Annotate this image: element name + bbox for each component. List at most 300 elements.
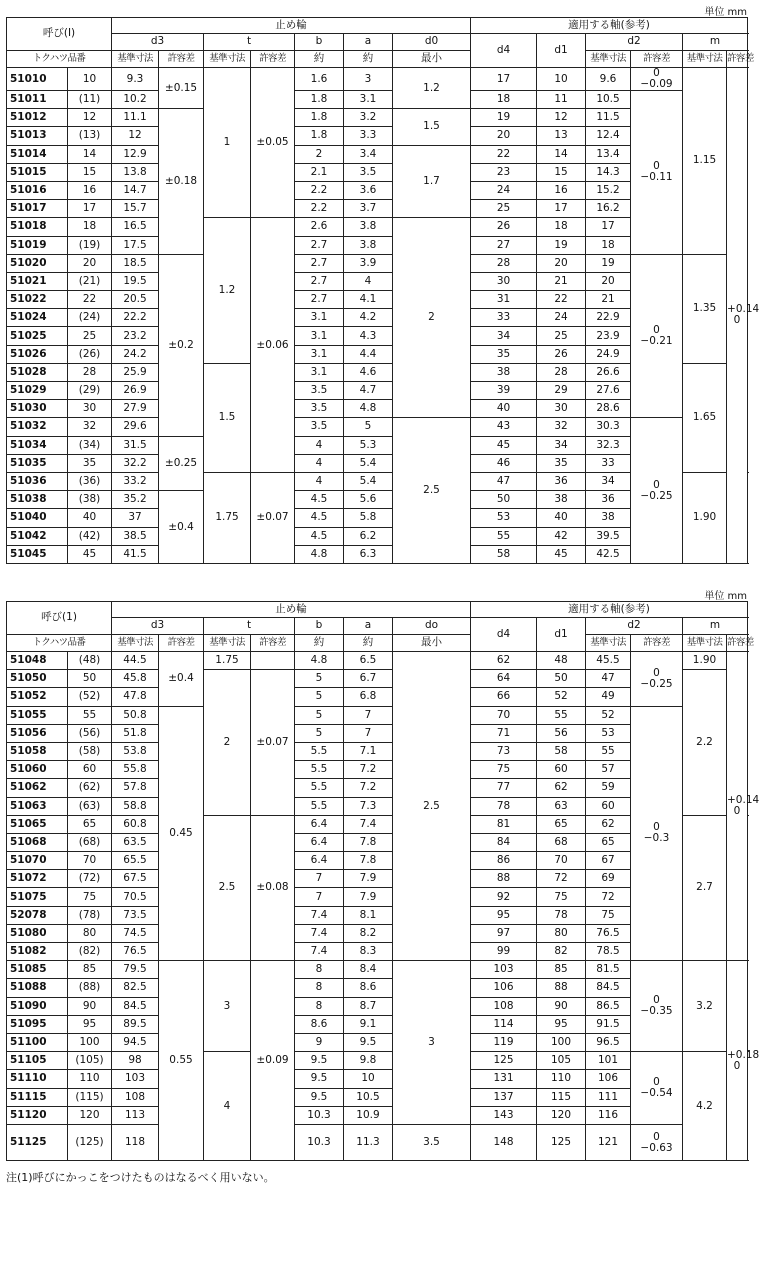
d2-basic-cell: 42.5 [586, 545, 631, 563]
a-cell: 4.1 [344, 291, 393, 309]
a-cell: 7.3 [344, 797, 393, 815]
part-number-cell: 51080 [7, 924, 68, 942]
m-basic-cell: 1.15 [683, 68, 727, 255]
d2-tolerance-cell-upper: 0 [653, 160, 660, 173]
b-cell: 8 [295, 997, 344, 1015]
d3-basic-cell: 73.5 [112, 906, 159, 924]
part-number-cell: 51075 [7, 888, 68, 906]
d1-cell: 10 [537, 68, 586, 91]
b-cell: 9.5 [295, 1088, 344, 1106]
d2-tolerance-cell [631, 1052, 683, 1125]
nominal-cell: (62) [68, 779, 112, 797]
header-d1: d1 [537, 34, 586, 68]
nominal-cell: 18 [68, 218, 112, 236]
a-cell: 4.4 [344, 345, 393, 363]
d2-basic-cell: 101 [586, 1052, 631, 1070]
part-number-cell: 51021 [7, 272, 68, 290]
d1-cell: 11 [537, 91, 586, 109]
d1-cell: 65 [537, 815, 586, 833]
d1-cell: 17 [537, 200, 586, 218]
d1-cell: 36 [537, 472, 586, 490]
d3-basic-cell: 13.8 [112, 163, 159, 181]
d1-cell: 62 [537, 779, 586, 797]
d3-tolerance-cell: 0.45 [159, 706, 204, 961]
header-d3-tol: 許容差 [159, 635, 204, 652]
part-number-cell: 51010 [7, 68, 68, 91]
b-cell: 7.4 [295, 943, 344, 961]
nominal-cell: 70 [68, 852, 112, 870]
part-number-cell: 51060 [7, 761, 68, 779]
nominal-cell: (88) [68, 979, 112, 997]
d4-cell: 27 [471, 236, 537, 254]
d2-basic-cell: 65 [586, 833, 631, 851]
d2-basic-cell: 19 [586, 254, 631, 272]
b-cell: 5.5 [295, 742, 344, 760]
d2-tolerance-cell-upper: 0 [653, 1075, 660, 1088]
nominal-cell: 28 [68, 363, 112, 381]
d2-basic-cell: 26.6 [586, 363, 631, 381]
a-cell: 3.3 [344, 127, 393, 145]
d4-cell: 148 [471, 1124, 537, 1160]
d3-basic-cell: 84.5 [112, 997, 159, 1015]
d4-cell: 17 [471, 68, 537, 91]
d4-cell: 143 [471, 1106, 537, 1124]
d3-basic-cell: 32.2 [112, 454, 159, 472]
d1-cell: 12 [537, 109, 586, 127]
b-cell: 7 [295, 888, 344, 906]
m-tolerance-cell [727, 961, 759, 1161]
a-cell: 4.7 [344, 382, 393, 400]
d2-basic-cell: 84.5 [586, 979, 631, 997]
a-cell: 3.4 [344, 145, 393, 163]
part-number-cell: 51017 [7, 200, 68, 218]
d4-cell: 22 [471, 145, 537, 163]
nominal-cell: 17 [68, 200, 112, 218]
d4-cell: 103 [471, 961, 537, 979]
d1-cell: 13 [537, 127, 586, 145]
d3-basic-cell: 57.8 [112, 779, 159, 797]
b-cell: 3.1 [295, 309, 344, 327]
d0-cell: 1.7 [393, 145, 471, 218]
d4-cell: 35 [471, 345, 537, 363]
nominal-cell: (72) [68, 870, 112, 888]
d1-cell: 68 [537, 833, 586, 851]
t-basic-cell: 1.75 [204, 472, 251, 563]
part-number-cell: 51056 [7, 724, 68, 742]
header-m-basic: 基準寸法 [683, 635, 727, 652]
d4-cell: 73 [471, 742, 537, 760]
header-d1: d1 [537, 618, 586, 652]
d4-cell: 119 [471, 1033, 537, 1051]
m-tolerance-cell [727, 68, 759, 564]
d2-basic-cell: 62 [586, 815, 631, 833]
d1-cell: 32 [537, 418, 586, 436]
nominal-cell: (82) [68, 943, 112, 961]
d4-cell: 26 [471, 218, 537, 236]
d2-basic-cell: 55 [586, 742, 631, 760]
d1-cell: 56 [537, 724, 586, 742]
d2-tolerance-cell-lower: −0.25 [640, 677, 673, 690]
d3-basic-cell: 29.6 [112, 418, 159, 436]
d2-tolerance-cell-lower: −0.35 [640, 1005, 673, 1018]
footnote: 注(1)呼びにかっこをつけたものはなるべく用いない。 [6, 1171, 275, 1184]
d1-cell: 19 [537, 236, 586, 254]
header-a-approx: 約 [344, 51, 393, 68]
header-d2-basic: 基準寸法 [586, 51, 631, 68]
d4-cell: 50 [471, 491, 537, 509]
d1-cell: 95 [537, 1015, 586, 1033]
part-number-cell: 51062 [7, 779, 68, 797]
a-cell: 3.6 [344, 181, 393, 199]
part-number-cell: 51063 [7, 797, 68, 815]
part-number-cell: 51115 [7, 1088, 68, 1106]
d1-cell: 105 [537, 1052, 586, 1070]
d3-basic-cell: 82.5 [112, 979, 159, 997]
d3-basic-cell: 94.5 [112, 1033, 159, 1051]
a-cell: 3.1 [344, 91, 393, 109]
part-number-cell: 51018 [7, 218, 68, 236]
b-cell: 3.1 [295, 327, 344, 345]
d2-tolerance-cell-lower: −0.54 [640, 1087, 673, 1099]
b-cell: 4 [295, 436, 344, 454]
a-cell: 8.3 [344, 943, 393, 961]
d2-basic-cell: 13.4 [586, 145, 631, 163]
d3-basic-cell: 60.8 [112, 815, 159, 833]
b-cell: 6.4 [295, 852, 344, 870]
d1-cell: 100 [537, 1033, 586, 1051]
t-basic-cell: 4 [204, 1052, 251, 1161]
d2-basic-cell: 52 [586, 706, 631, 724]
d3-basic-cell: 53.8 [112, 742, 159, 760]
d2-tolerance-cell [631, 68, 683, 91]
header-d3: d3 [112, 618, 204, 635]
a-cell: 7.8 [344, 833, 393, 851]
nominal-cell: 12 [68, 109, 112, 127]
d1-cell: 85 [537, 961, 586, 979]
nominal-cell: 120 [68, 1106, 112, 1124]
d4-cell: 88 [471, 870, 537, 888]
nominal-cell: 16 [68, 181, 112, 199]
table-row [7, 1124, 748, 1160]
d2-tolerance-cell [631, 706, 683, 961]
d2-basic-cell: 12.4 [586, 127, 631, 145]
b-cell: 5.5 [295, 779, 344, 797]
d3-basic-cell: 19.5 [112, 272, 159, 290]
a-cell: 3.2 [344, 109, 393, 127]
d2-tolerance-cell-lower: −0.63 [640, 1141, 673, 1154]
d0-cell: 2.5 [393, 418, 471, 564]
part-number-cell: 51011 [7, 91, 68, 109]
d4-cell: 40 [471, 400, 537, 418]
d4-cell: 58 [471, 545, 537, 563]
d1-cell: 50 [537, 670, 586, 688]
m-tolerance-cell [727, 652, 759, 961]
d1-cell: 63 [537, 797, 586, 815]
d2-tolerance-cell-lower: −0.11 [640, 171, 673, 184]
nominal-cell: 20 [68, 254, 112, 272]
d2-tolerance-cell-lower: −0.21 [640, 335, 673, 348]
m-basic-cell: 1.90 [683, 472, 727, 563]
a-cell: 4.6 [344, 363, 393, 381]
d3-tolerance-cell: ±0.25 [159, 436, 204, 491]
a-cell: 9.8 [344, 1052, 393, 1070]
d4-cell: 70 [471, 706, 537, 724]
d4-cell: 97 [471, 924, 537, 942]
a-cell: 7 [344, 724, 393, 742]
nominal-cell: 85 [68, 961, 112, 979]
d3-basic-cell: 33.2 [112, 472, 159, 490]
d2-tolerance-cell-upper: 0 [653, 666, 660, 679]
d4-cell: 64 [471, 670, 537, 688]
d3-basic-cell: 65.5 [112, 852, 159, 870]
part-number-cell: 51015 [7, 163, 68, 181]
table-row [7, 68, 748, 91]
nominal-cell: (48) [68, 652, 112, 670]
nominal-cell: (21) [68, 272, 112, 290]
d3-basic-cell: 20.5 [112, 291, 159, 309]
d2-basic-cell: 28.6 [586, 400, 631, 418]
d0-cell: 1.5 [393, 109, 471, 145]
nominal-cell: 100 [68, 1033, 112, 1051]
d3-basic-cell: 74.5 [112, 924, 159, 942]
t-basic-cell: 1 [204, 68, 251, 218]
header-ring: 止め輪 [112, 602, 471, 618]
d3-basic-cell: 51.8 [112, 724, 159, 742]
d3-tolerance-cell: ±0.4 [159, 491, 204, 564]
d1-cell: 90 [537, 997, 586, 1015]
m-basic-cell: 3.2 [683, 961, 727, 1052]
b-cell: 6.4 [295, 833, 344, 851]
part-number-cell: 51095 [7, 1015, 68, 1033]
d4-cell: 66 [471, 688, 537, 706]
d3-basic-cell: 108 [112, 1088, 159, 1106]
nominal-cell: 45 [68, 545, 112, 563]
b-cell: 1.6 [295, 68, 344, 91]
header-d3-basic: 基準寸法 [112, 51, 159, 68]
part-number-cell: 51120 [7, 1106, 68, 1124]
nominal-cell: 30 [68, 400, 112, 418]
d0-cell: 2.5 [393, 652, 471, 961]
d1-cell: 40 [537, 509, 586, 527]
nominal-cell: 95 [68, 1015, 112, 1033]
d2-basic-cell: 15.2 [586, 181, 631, 199]
d0-cell: 2 [393, 218, 471, 418]
header-d0: do [393, 618, 471, 635]
t-tolerance-cell [251, 652, 295, 670]
d4-cell: 78 [471, 797, 537, 815]
d3-basic-cell: 27.9 [112, 400, 159, 418]
part-number-cell: 51013 [7, 127, 68, 145]
d1-cell: 75 [537, 888, 586, 906]
header-m: m [683, 618, 748, 635]
b-cell: 3.1 [295, 363, 344, 381]
d3-basic-cell: 118 [112, 1124, 159, 1160]
nominal-cell: (13) [68, 127, 112, 145]
d1-cell: 29 [537, 382, 586, 400]
d2-tolerance-cell-lower: −0.09 [640, 78, 673, 91]
d2-basic-cell: 20 [586, 272, 631, 290]
nominal-cell: (36) [68, 472, 112, 490]
m-tolerance-cell-upper: +0.18 [727, 1048, 759, 1061]
d4-cell: 131 [471, 1070, 537, 1088]
b-cell: 10.3 [295, 1124, 344, 1160]
d1-cell: 16 [537, 181, 586, 199]
m-basic-cell: 2.7 [683, 815, 727, 961]
header-part-number: トクハツ品番 [7, 635, 112, 652]
d4-cell: 33 [471, 309, 537, 327]
nominal-cell: 75 [68, 888, 112, 906]
m-tolerance-cell-upper: +0.14 [727, 794, 759, 807]
b-cell: 7.4 [295, 924, 344, 942]
d4-cell: 20 [471, 127, 537, 145]
d2-basic-cell: 121 [586, 1124, 631, 1160]
nominal-cell: 55 [68, 706, 112, 724]
d2-basic-cell: 38 [586, 509, 631, 527]
d3-basic-cell: 76.5 [112, 943, 159, 961]
table-row [7, 91, 748, 109]
header-b: b [295, 34, 344, 51]
nominal-cell: 22 [68, 291, 112, 309]
d2-basic-cell: 81.5 [586, 961, 631, 979]
d3-basic-cell: 70.5 [112, 888, 159, 906]
d4-cell: 34 [471, 327, 537, 345]
b-cell: 4.5 [295, 491, 344, 509]
b-cell: 3.1 [295, 345, 344, 363]
b-cell: 5.5 [295, 797, 344, 815]
d2-tolerance-cell [631, 1124, 683, 1160]
header-d2-basic: 基準寸法 [586, 635, 631, 652]
d4-cell: 25 [471, 200, 537, 218]
b-cell: 9.5 [295, 1070, 344, 1088]
a-cell: 5.6 [344, 491, 393, 509]
table-row [7, 961, 748, 979]
part-number-cell: 52078 [7, 906, 68, 924]
part-number-cell: 51026 [7, 345, 68, 363]
d3-basic-cell: 44.5 [112, 652, 159, 670]
d1-cell: 28 [537, 363, 586, 381]
nominal-cell: (11) [68, 91, 112, 109]
part-number-cell: 51020 [7, 254, 68, 272]
a-cell: 4 [344, 272, 393, 290]
d1-cell: 45 [537, 545, 586, 563]
a-cell: 3.8 [344, 218, 393, 236]
b-cell: 4.5 [295, 509, 344, 527]
part-number-cell: 51030 [7, 400, 68, 418]
a-cell: 6.8 [344, 688, 393, 706]
d4-cell: 39 [471, 382, 537, 400]
m-basic-cell: 1.35 [683, 254, 727, 363]
a-cell: 5.4 [344, 454, 393, 472]
a-cell: 10.5 [344, 1088, 393, 1106]
d2-basic-cell: 69 [586, 870, 631, 888]
part-number-cell: 51058 [7, 742, 68, 760]
b-cell: 10.3 [295, 1106, 344, 1124]
d4-cell: 99 [471, 943, 537, 961]
d4-cell: 31 [471, 291, 537, 309]
a-cell: 7.2 [344, 761, 393, 779]
m-basic-cell: 2.2 [683, 670, 727, 816]
d3-tolerance-cell: 0.55 [159, 961, 204, 1161]
nominal-cell: (19) [68, 236, 112, 254]
nominal-cell: (38) [68, 491, 112, 509]
d4-cell: 81 [471, 815, 537, 833]
d2-tolerance-cell-lower: −0.25 [640, 489, 673, 502]
d4-cell: 18 [471, 91, 537, 109]
nominal-cell: 32 [68, 418, 112, 436]
header-d3-basic: 基準寸法 [112, 635, 159, 652]
b-cell: 9 [295, 1033, 344, 1051]
t-basic-cell: 1.2 [204, 218, 251, 364]
d2-basic-cell: 111 [586, 1088, 631, 1106]
b-cell: 8 [295, 961, 344, 979]
t-tolerance-cell: ±0.08 [251, 815, 295, 961]
a-cell: 6.2 [344, 527, 393, 545]
part-number-cell: 51040 [7, 509, 68, 527]
b-cell: 4.8 [295, 652, 344, 670]
d4-cell: 62 [471, 652, 537, 670]
d1-cell: 110 [537, 1070, 586, 1088]
d4-cell: 137 [471, 1088, 537, 1106]
a-cell: 6.7 [344, 670, 393, 688]
part-number-cell: 51038 [7, 491, 68, 509]
nominal-cell: 15 [68, 163, 112, 181]
d3-basic-cell: 22.2 [112, 309, 159, 327]
b-cell: 6.4 [295, 815, 344, 833]
b-cell: 8.6 [295, 1015, 344, 1033]
m-basic-cell: 4.2 [683, 1052, 727, 1161]
nominal-cell: 60 [68, 761, 112, 779]
a-cell: 5.4 [344, 472, 393, 490]
d4-cell: 28 [471, 254, 537, 272]
d4-cell: 53 [471, 509, 537, 527]
m-tolerance-cell-upper: +0.14 [727, 303, 759, 316]
d1-cell: 48 [537, 652, 586, 670]
header-t: t [204, 618, 295, 635]
part-number-cell: 51029 [7, 382, 68, 400]
b-cell: 5 [295, 724, 344, 742]
d1-cell: 72 [537, 870, 586, 888]
header-shaft: 適用する軸(参考) [471, 18, 748, 34]
d3-basic-cell: 17.5 [112, 236, 159, 254]
header-t-tol: 許容差 [251, 635, 295, 652]
a-cell: 7.4 [344, 815, 393, 833]
part-number-cell: 51088 [7, 979, 68, 997]
t-tolerance-cell: ±0.07 [251, 670, 295, 816]
nominal-cell: (52) [68, 688, 112, 706]
d3-basic-cell: 23.2 [112, 327, 159, 345]
t-basic-cell: 3 [204, 961, 251, 1052]
d2-basic-cell: 116 [586, 1106, 631, 1124]
d3-basic-cell: 103 [112, 1070, 159, 1088]
part-number-cell: 51068 [7, 833, 68, 851]
d1-cell: 120 [537, 1106, 586, 1124]
d1-cell: 30 [537, 400, 586, 418]
header-d2-tol: 許容差 [631, 51, 683, 68]
b-cell: 7.4 [295, 906, 344, 924]
d2-basic-cell: 22.9 [586, 309, 631, 327]
d2-basic-cell: 39.5 [586, 527, 631, 545]
m-tolerance-cell-lower: 0 [733, 805, 741, 818]
d1-cell: 55 [537, 706, 586, 724]
d1-cell: 38 [537, 491, 586, 509]
unit-label: 単位 mm [704, 591, 747, 602]
b-cell: 2.2 [295, 181, 344, 199]
a-cell: 5.8 [344, 509, 393, 527]
d2-basic-cell: 47 [586, 670, 631, 688]
d2-basic-cell: 30.3 [586, 418, 631, 436]
d3-basic-cell: 16.5 [112, 218, 159, 236]
t-basic-cell: 2.5 [204, 815, 251, 961]
